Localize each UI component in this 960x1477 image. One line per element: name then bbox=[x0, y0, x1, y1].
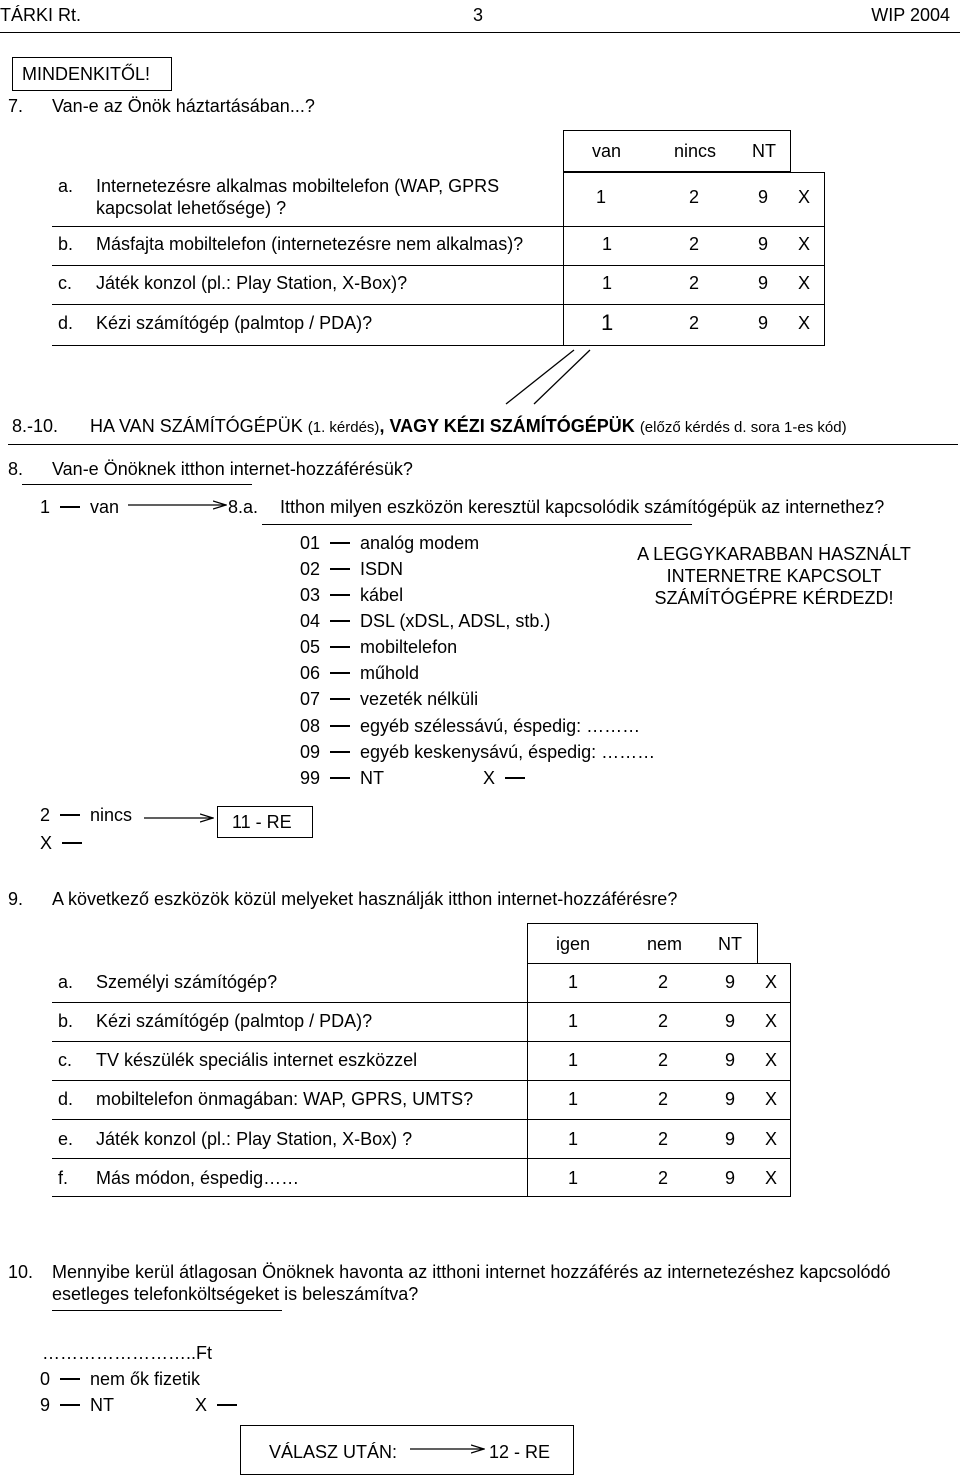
q7-col-nincs: nincs bbox=[674, 141, 717, 161]
filter-text-2: (1. kérdés) bbox=[307, 419, 380, 436]
code-2[interactable]: 2 bbox=[658, 1089, 669, 1109]
q8-option-van[interactable]: 1 van bbox=[40, 497, 120, 517]
q8a-option[interactable]: 05 mobiltelefon bbox=[300, 637, 458, 657]
q7-title: Van-e az Önök háztartásában...? bbox=[52, 96, 315, 116]
q10-option-0[interactable]: 0 nem ők fizetik bbox=[40, 1369, 201, 1389]
after-answer-label: VÁLASZ UTÁN: bbox=[269, 1442, 398, 1462]
filter-text-3: , VAGY KÉZI SZÁMÍTÓGÉPÜK bbox=[379, 416, 635, 436]
code-1[interactable]: 1 bbox=[568, 1089, 579, 1109]
code-9[interactable]: 9 bbox=[725, 1168, 736, 1188]
q8a-option[interactable]: 08 egyéb szélessávú, éspedig: ……… bbox=[300, 716, 641, 736]
q7-number: 7. bbox=[8, 96, 24, 116]
code-9[interactable]: 9 bbox=[725, 1050, 736, 1070]
q7-col-nt: NT bbox=[752, 141, 776, 161]
q8a-option[interactable]: 03 kábel bbox=[300, 585, 404, 605]
q8a-option[interactable]: 06 műhold bbox=[300, 663, 420, 683]
filter-pointer-left bbox=[506, 350, 574, 404]
code-1[interactable]: 1 bbox=[568, 972, 579, 992]
q10-title-line2: esetleges telefonköltségeket is beleszámítva? bbox=[52, 1284, 419, 1304]
q9-row-text: Személyi számítógép? bbox=[96, 972, 278, 992]
code-9[interactable]: 9 bbox=[725, 1129, 736, 1149]
q9-row-text: Kézi számítógép (palmtop / PDA)? bbox=[96, 1011, 373, 1031]
q7-row-letter: d. bbox=[58, 313, 74, 333]
code-2[interactable]: 2 bbox=[689, 187, 700, 207]
header-right: WIP 2004 bbox=[871, 5, 950, 25]
code-x[interactable]: X bbox=[765, 1011, 778, 1031]
mindenkitol-label: MINDENKITŐL! bbox=[22, 64, 151, 84]
q7-col-van: van bbox=[592, 141, 622, 161]
code-x[interactable]: X bbox=[798, 187, 811, 207]
q9-row-letter: a. bbox=[58, 972, 74, 992]
q8a-option[interactable]: 09 egyéb keskenysávú, éspedig: ……… bbox=[300, 742, 656, 762]
q7-row-letter: c. bbox=[58, 273, 73, 293]
code-x[interactable]: X bbox=[798, 313, 811, 333]
code-2[interactable]: 2 bbox=[689, 273, 700, 293]
q9-row-letter: b. bbox=[58, 1011, 74, 1031]
code-x[interactable]: X bbox=[765, 1089, 778, 1109]
code-x[interactable]: X bbox=[765, 1168, 778, 1188]
q8a-option[interactable]: 01 analóg modem bbox=[300, 533, 480, 553]
q8-option-nincs[interactable]: 2 nincs bbox=[40, 805, 133, 825]
code-2[interactable]: 2 bbox=[658, 1168, 669, 1188]
q9-col-nt: NT bbox=[718, 934, 742, 954]
code-9[interactable]: 9 bbox=[758, 187, 769, 207]
q9-row-text: TV készülék speciális internet eszközzel bbox=[96, 1050, 418, 1070]
header-left: TÁRKI Rt. bbox=[0, 5, 82, 25]
q8-number: 8. bbox=[8, 459, 24, 479]
q10-option-9[interactable]: 9 NT bbox=[40, 1395, 115, 1415]
q8a-option[interactable]: 04 DSL (xDSL, ADSL, stb.) bbox=[300, 611, 551, 631]
code-1-highlighted[interactable]: 1 bbox=[601, 310, 614, 335]
q7-row-text: Másfajta mobiltelefon (internetezésre nem alkalmas)? bbox=[96, 234, 524, 254]
code-1[interactable]: 1 bbox=[596, 187, 607, 207]
q8-option-x[interactable]: X bbox=[40, 834, 92, 852]
q7-row-text: Játék konzol (pl.: Play Station, X-Box)? bbox=[96, 273, 408, 293]
code-2[interactable]: 2 bbox=[658, 1050, 669, 1070]
q10-number: 10. bbox=[8, 1262, 34, 1282]
q8a-number: 8.a. bbox=[228, 497, 259, 517]
code-1[interactable]: 1 bbox=[568, 1011, 579, 1031]
code-x[interactable]: X bbox=[765, 1050, 778, 1070]
code-x[interactable]: X bbox=[765, 1129, 778, 1149]
filter-text-4: (előző kérdés d. sora 1-es kód) bbox=[639, 419, 847, 436]
code-1[interactable]: 1 bbox=[568, 1168, 579, 1188]
q7-row-letter: b. bbox=[58, 234, 74, 254]
q9-row-letter: e. bbox=[58, 1129, 74, 1149]
q9-col-nem: nem bbox=[647, 934, 683, 954]
code-2[interactable]: 2 bbox=[658, 1011, 669, 1031]
q10-title-line1: Mennyibe kerül átlagosan Önöknek havonta az itthoni internet hozzáférés az internetezéshez kapcsolódó bbox=[52, 1262, 891, 1282]
interviewer-note: A LEGGYKARABBAN HASZNÁLT INTERNETRE KAPCSOLT SZÁMÍTÓGÉPRE KÉRDEZD! bbox=[637, 544, 911, 608]
code-2[interactable]: 2 bbox=[689, 313, 700, 333]
code-1[interactable]: 1 bbox=[568, 1129, 579, 1149]
q9-row-letter: c. bbox=[58, 1050, 73, 1070]
q8-title: Van-e Önöknek itthon internet-hozzáférésük? bbox=[52, 459, 413, 479]
after-answer-target: 12 - RE bbox=[489, 1442, 551, 1462]
page-number: 3 bbox=[473, 5, 484, 25]
q7-row-letter: a. bbox=[58, 176, 74, 196]
q9-row-letter: d. bbox=[58, 1089, 74, 1109]
code-9[interactable]: 9 bbox=[725, 972, 736, 992]
code-x[interactable]: X bbox=[765, 972, 778, 992]
filter-text-1: HA VAN SZÁMÍTÓGÉPÜK bbox=[90, 416, 303, 436]
code-9[interactable]: 9 bbox=[725, 1089, 736, 1109]
code-9[interactable]: 9 bbox=[758, 313, 769, 333]
q8a-option[interactable]: 02 ISDN bbox=[300, 559, 404, 579]
code-9[interactable]: 9 bbox=[758, 273, 769, 293]
q9-col-igen: igen bbox=[556, 934, 591, 954]
skip-label-11: 11 - RE bbox=[232, 812, 292, 832]
q9-row-text: Játék konzol (pl.: Play Station, X-Box) ? bbox=[96, 1129, 413, 1149]
code-2[interactable]: 2 bbox=[689, 234, 700, 254]
code-2[interactable]: 2 bbox=[658, 1129, 669, 1149]
code-1[interactable]: 1 bbox=[602, 234, 613, 254]
q9-row-text: Más módon, éspedig…… bbox=[96, 1168, 300, 1188]
q10-amount-field[interactable]: ……………………..Ft bbox=[42, 1343, 212, 1363]
code-2[interactable]: 2 bbox=[658, 972, 669, 992]
code-x[interactable]: X bbox=[798, 273, 811, 293]
q8a-title: Itthon milyen eszközön keresztül kapcsolódik számítógépük az internethez? bbox=[280, 497, 885, 517]
filter-number: 8.-10. bbox=[12, 416, 59, 436]
q9-row-letter: f. bbox=[58, 1168, 69, 1188]
code-1[interactable]: 1 bbox=[568, 1050, 579, 1070]
code-9[interactable]: 9 bbox=[725, 1011, 736, 1031]
q9-title: A következő eszközök közül melyeket használják itthon internet-hozzáférésre? bbox=[52, 889, 678, 909]
code-9[interactable]: 9 bbox=[758, 234, 769, 254]
q7-row-text: Internetezésre alkalmas mobiltelefon (WAP, GPRS bbox=[96, 176, 500, 196]
q7-row-text: Kézi számítógép (palmtop / PDA)? bbox=[96, 313, 373, 333]
code-x[interactable]: X bbox=[798, 234, 811, 254]
q10-option-x[interactable]: X bbox=[195, 1396, 247, 1414]
q9-number: 9. bbox=[8, 889, 24, 909]
code-1[interactable]: 1 bbox=[602, 273, 613, 293]
q8a-option[interactable]: 99 NT bbox=[300, 768, 385, 788]
q8a-option-x[interactable]: X bbox=[483, 769, 535, 787]
q7-row-text: kapcsolat lehetősége) ? bbox=[96, 198, 287, 218]
q8a-option[interactable]: 07 vezeték nélküli bbox=[300, 689, 479, 709]
q9-row-text: mobiltelefon önmagában: WAP, GPRS, UMTS? bbox=[96, 1089, 474, 1109]
filter-pointer-right bbox=[534, 350, 590, 404]
